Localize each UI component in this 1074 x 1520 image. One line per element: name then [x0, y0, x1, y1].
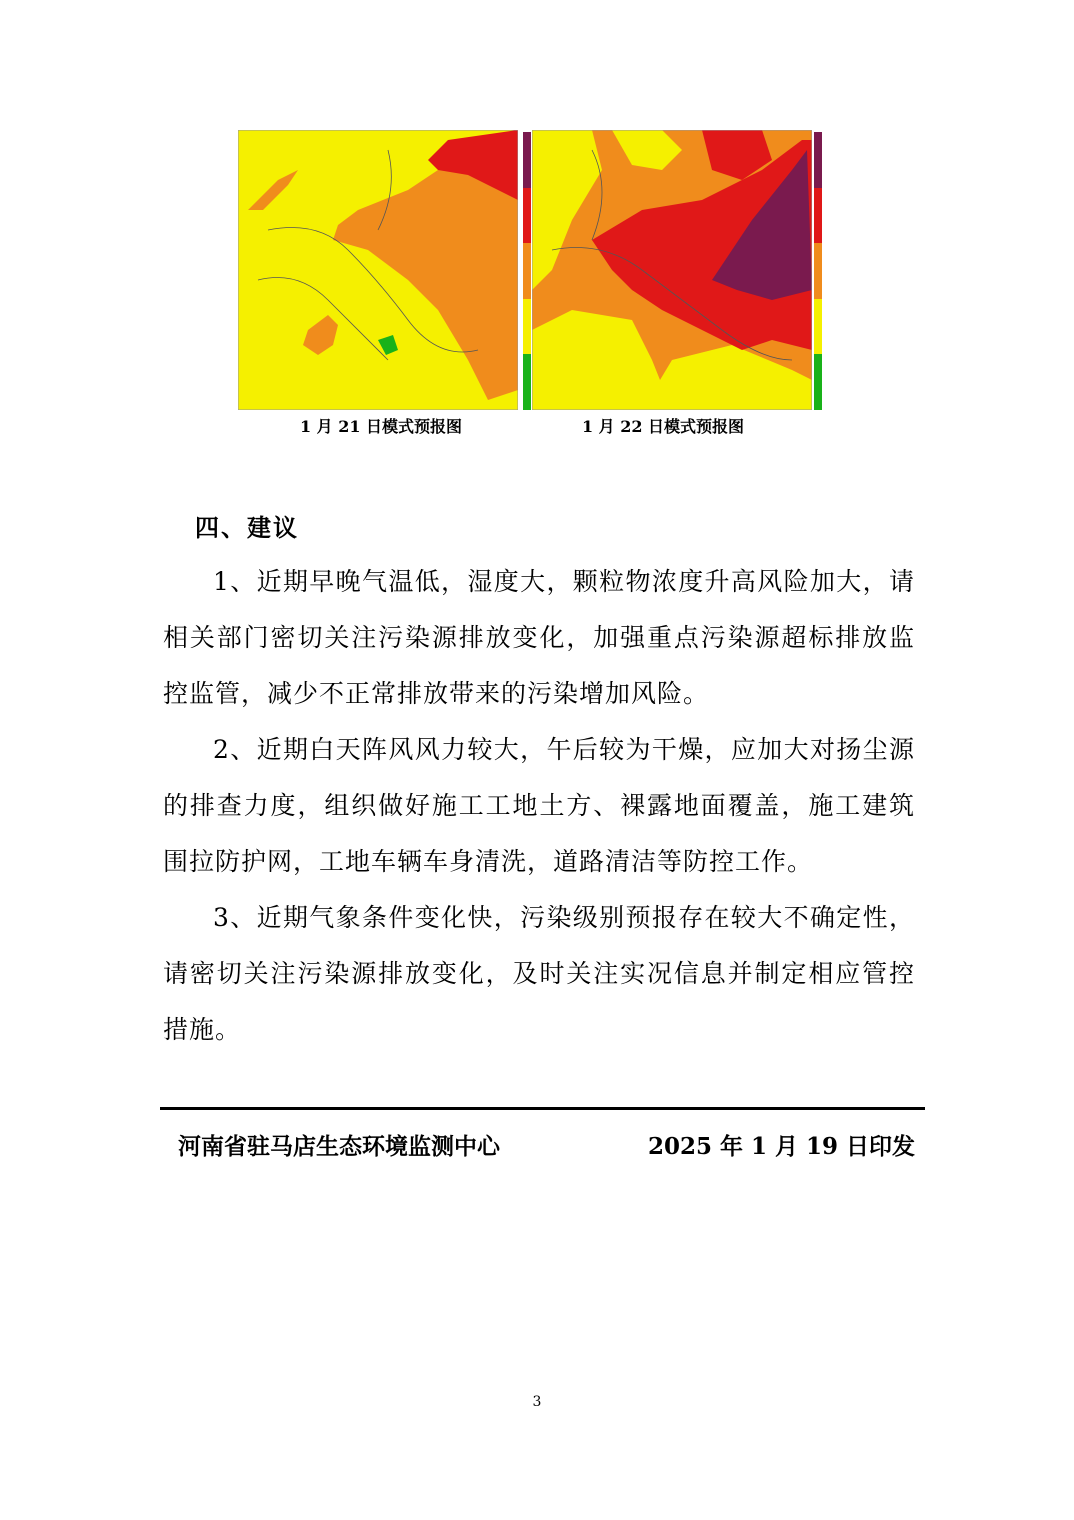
- forecast-map-jan22: [532, 130, 812, 410]
- issuing-organization: 河南省驻马店生态环境监测中心: [178, 1133, 500, 1160]
- forecast-maps: [238, 130, 828, 412]
- legend-swatch: [523, 299, 531, 355]
- issue-date: 2025 年 1 月 19 日印发: [648, 1133, 916, 1160]
- recommendation-paragraph-3: 3、近期气象条件变化快，污染级别预报存在较大不确定性，请密切关注污染源排放变化，及时关注实况信息并制定相应管控措施。: [163, 903, 915, 1044]
- recommendation-paragraph-2: 2、近期白天阵风风力较大，午后较为干燥，应加大对扬尘源的排查力度，组织做好施工工地土方、裸露地面覆盖，施工建筑围拉防护网，工地车辆车身清洗，道路清洁等防控工作。: [163, 735, 915, 876]
- legend-swatch: [523, 354, 531, 410]
- legend-swatch: [814, 188, 822, 244]
- section-title: 四、建议: [195, 514, 299, 542]
- color-legend-1: [523, 132, 531, 410]
- map-caption-jan22: 1 月 22 日模式预报图: [581, 417, 745, 436]
- legend-swatch: [523, 243, 531, 299]
- map-caption-jan21: 1 月 21 日模式预报图: [299, 417, 463, 436]
- legend-swatch: [814, 132, 822, 188]
- footer-divider: [160, 1107, 925, 1110]
- legend-swatch: [523, 188, 531, 244]
- legend-swatch: [814, 299, 822, 355]
- page-number: 3: [532, 1394, 542, 1410]
- legend-swatch: [814, 354, 822, 410]
- forecast-map-jan21: [238, 130, 518, 410]
- legend-swatch: [814, 243, 822, 299]
- legend-swatch: [523, 132, 531, 188]
- recommendation-paragraph-1: 1、近期早晚气温低，湿度大，颗粒物浓度升高风险加大，请相关部门密切关注污染源排放变化，加强重点污染源超标排放监控监管，减少不正常排放带来的污染增加风险。: [163, 567, 915, 708]
- color-legend-2: [814, 132, 822, 410]
